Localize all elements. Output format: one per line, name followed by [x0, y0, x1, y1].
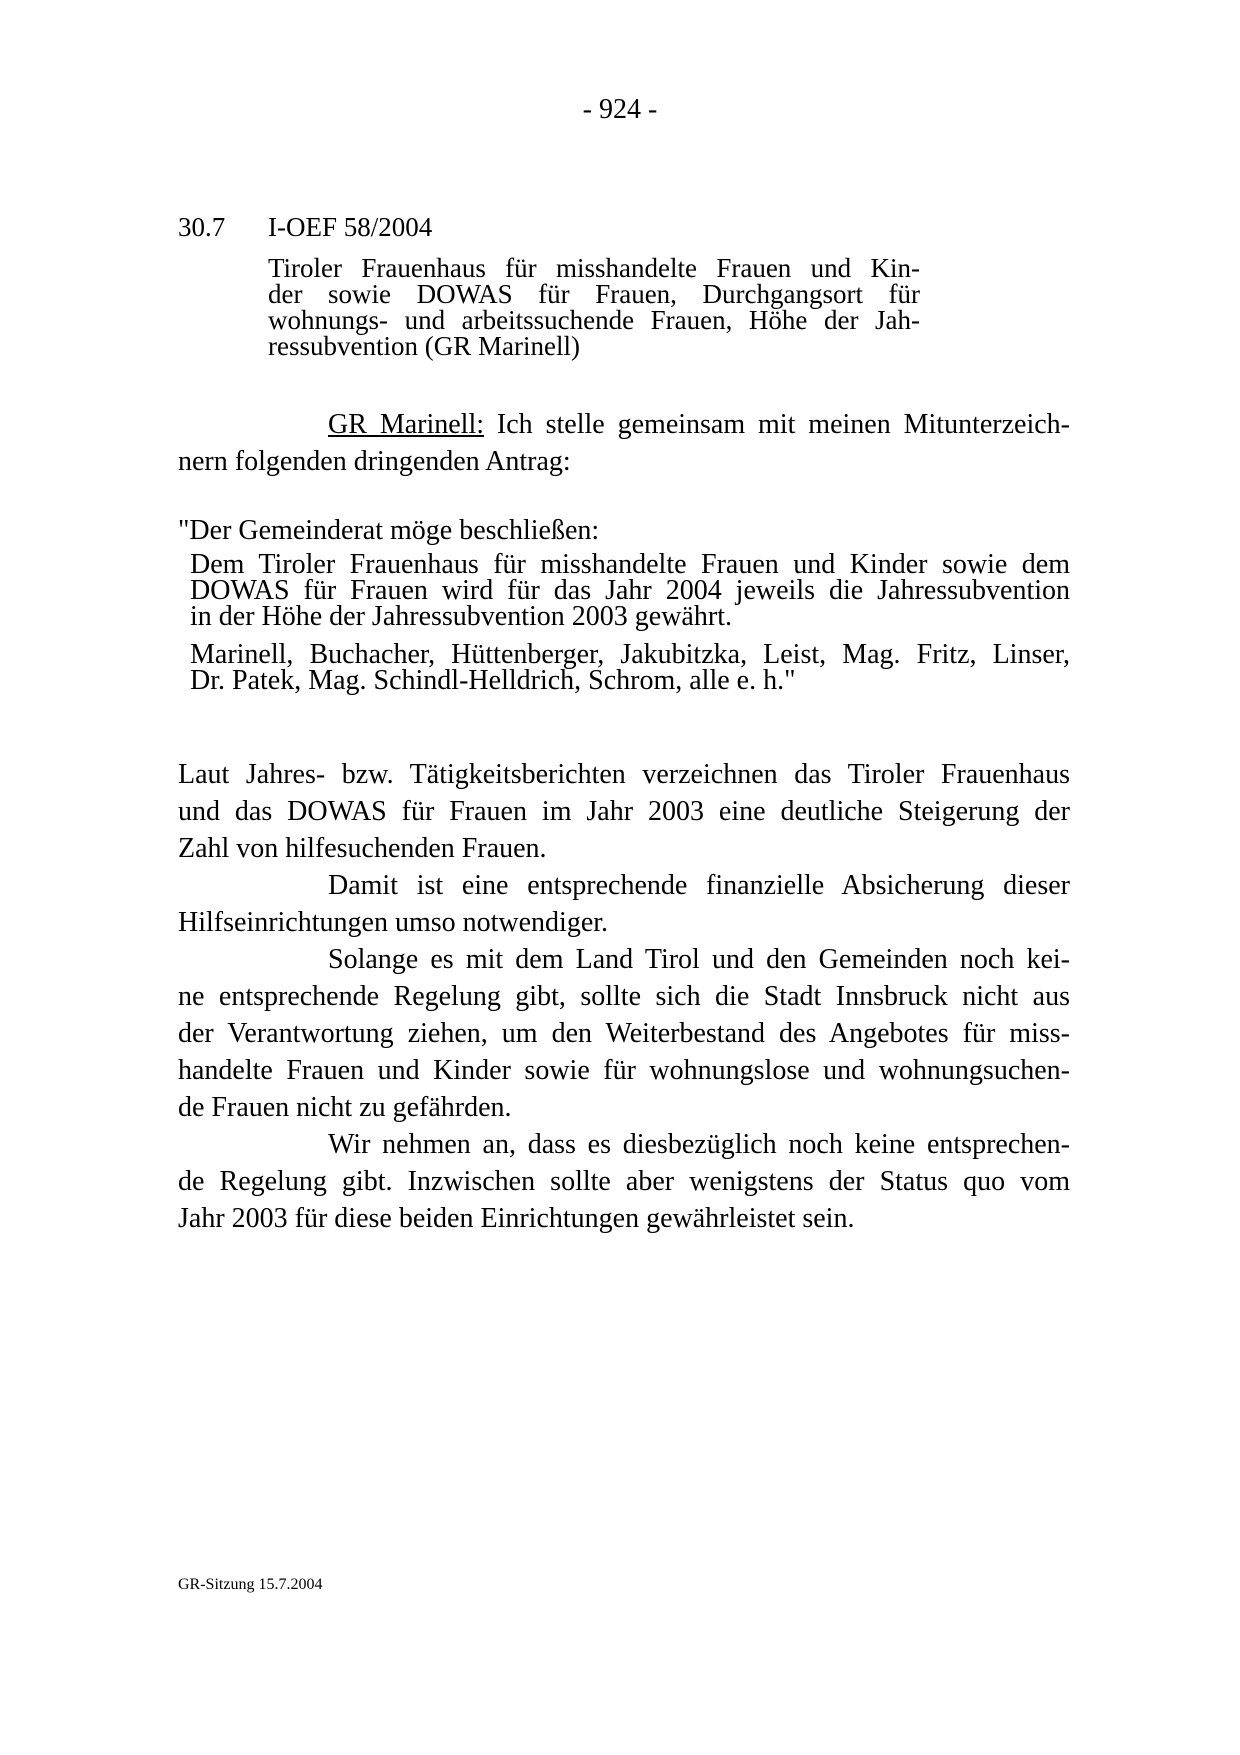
motion-body	[190, 549, 1070, 706]
speaker-paragraph	[178, 406, 1070, 480]
motion-resolution	[190, 549, 1070, 632]
agenda-item-header	[178, 210, 432, 244]
motion-signatories	[190, 639, 1070, 696]
reasoning-line: handelte Frauen und Kinder sowie für wohnungslose und wohnungsuchen-	[178, 1055, 1070, 1086]
reasoning-line: und das DOWAS für Frauen im Jahr 2003 eine deutliche Steigerung der	[178, 796, 1070, 827]
reasoning-line: Hilfseinrichtungen umso notwendiger.	[178, 907, 609, 938]
reasoning-line: Damit ist eine entsprechende finanzielle Absicherung dieser	[328, 870, 1070, 901]
reasoning-line: Solange es mit dem Land Tirol und den Gemeinden noch kei-	[328, 944, 1070, 975]
signatory-line: Dr. Patek, Mag. Schindl-Helldrich, Schrom, alle e. h."	[190, 665, 796, 696]
agenda-item-code: I-OEF 58/2004	[268, 212, 433, 242]
speaker-name: GR Marinell:	[328, 409, 485, 440]
resolution-line: Dem Tiroler Frauenhaus für misshandelte Frauen und Kinder sowie dem	[190, 549, 1070, 580]
agenda-item-number: 30.7	[178, 212, 226, 242]
reasoning-line: de Regelung gibt. Inzwischen sollte aber wenigstens der Status quo vom	[178, 1166, 1070, 1197]
title-line: Tiroler Frauenhaus für misshandelte Frauen und Kin-	[268, 253, 920, 283]
reasoning-line: de Frauen nicht zu gefährden.	[178, 1092, 512, 1123]
reasoning-line: der Verantwortung ziehen, um den Weiterbestand des Angebotes für miss-	[178, 1018, 1070, 1049]
reasoning-line: Laut Jahres- bzw. Tätigkeitsberichten verzeichnen das Tiroler Frauenhaus	[178, 759, 1070, 790]
page-number: - 924 -	[582, 94, 658, 125]
reasoning-line: Zahl von hilfesuchenden Frauen.	[178, 833, 547, 864]
reasoning-section	[178, 756, 1070, 1237]
resolution-line: in der Höhe der Jahressubvention 2003 gewährt.	[190, 601, 732, 632]
motion-opening: "Der Gemeinderat möge beschließen:	[178, 515, 600, 546]
speaker-line: nern folgenden dringenden Antrag:	[178, 446, 571, 477]
title-line: wohnungs- und arbeitssuchende Frauen, Höhe der Jah-	[268, 305, 920, 335]
speaker-line	[178, 406, 1070, 443]
speaker-text: Ich stelle gemeinsam mit meinen Mitunterzeich-	[484, 409, 1071, 440]
agenda-item-title	[268, 255, 920, 359]
reasoning-line: Wir nehmen an, dass es diesbezüglich noch keine entsprechen-	[328, 1129, 1070, 1160]
reasoning-line: ne entsprechende Regelung gibt, sollte sich die Stadt Innsbruck nicht aus	[178, 981, 1070, 1012]
footer-session-date: GR-Sitzung 15.7.2004	[178, 1576, 323, 1593]
reasoning-line: Jahr 2003 für diese beiden Einrichtungen gewährleistet sein.	[178, 1203, 855, 1234]
title-line: ressubvention (GR Marinell)	[268, 331, 580, 361]
signatory-line: Marinell, Buchacher, Hüttenberger, Jakubitzka, Leist, Mag. Fritz, Linser,	[190, 639, 1070, 670]
resolution-line: DOWAS für Frauen wird für das Jahr 2004 jeweils die Jahressubvention	[190, 575, 1070, 606]
title-line: der sowie DOWAS für Frauen, Durchgangsort für	[268, 279, 920, 309]
